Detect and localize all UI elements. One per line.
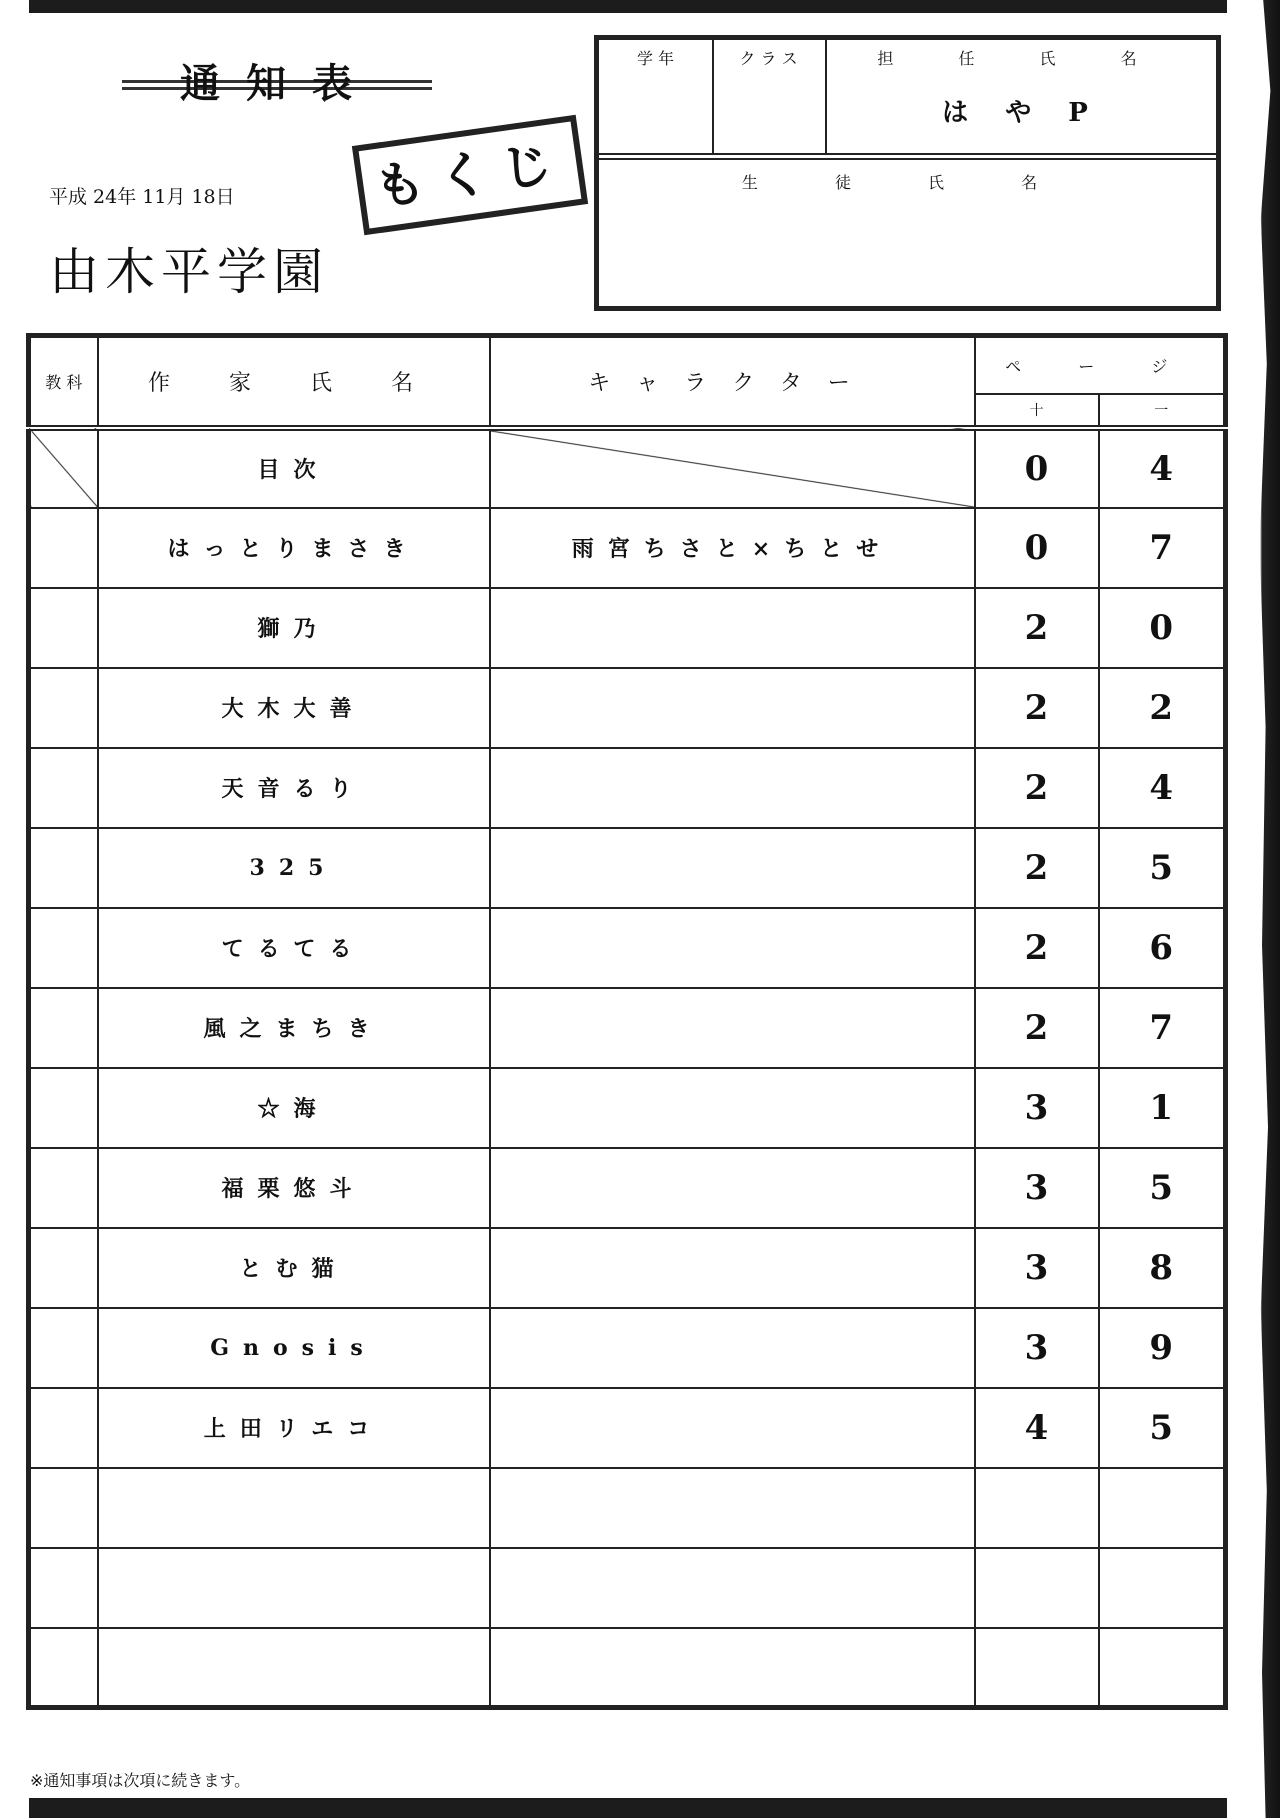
character-cell [490, 908, 975, 988]
class-label: ク ラ ス [739, 49, 798, 68]
page-tens-cell: 3 [975, 1308, 1099, 1388]
page-ones-cell: 6 [1099, 908, 1226, 988]
author-cell: はっとりまさき [98, 508, 490, 588]
teacher-label: 担 任 氏 名 [877, 49, 1167, 68]
table-row [29, 1548, 1226, 1628]
character-cell [490, 1148, 975, 1228]
subject-cell [29, 1468, 98, 1548]
table-row [29, 748, 1226, 828]
page-tens-cell: 2 [975, 748, 1099, 828]
page-ones-cell: 8 [1099, 1228, 1226, 1308]
author-cell: ☆海 [98, 1068, 490, 1148]
author-cell: 大木大善 [98, 668, 490, 748]
page-tens-cell: 3 [975, 1228, 1099, 1308]
table-row [29, 1228, 1226, 1308]
table-row [29, 828, 1226, 908]
top-bar [29, 0, 1227, 13]
page-tens-cell: 3 [975, 1068, 1099, 1148]
ones-header: 一 [1099, 394, 1226, 428]
character-cell [490, 668, 975, 748]
subject-cell [29, 1308, 98, 1388]
table-row [29, 988, 1226, 1068]
character-cell [490, 1468, 975, 1548]
page-ones-cell [1099, 1628, 1226, 1708]
subject-header: 教 科 [29, 336, 98, 428]
character-cell [490, 588, 975, 668]
character-cell [490, 1228, 975, 1308]
page-ones-cell: 5 [1099, 1388, 1226, 1468]
subject-cell [29, 1628, 98, 1708]
subject-cell [29, 428, 98, 508]
grade-label: 学 年 [636, 49, 675, 68]
page-ones-cell: 9 [1099, 1308, 1226, 1388]
page-ones-cell: 2 [1099, 668, 1226, 748]
page-tens-cell: 2 [975, 908, 1099, 988]
author-cell [98, 1548, 490, 1628]
page-tens-cell: 3 [975, 1148, 1099, 1228]
character-cell [490, 748, 975, 828]
page-header: ペ ー ジ [975, 336, 1226, 394]
subject-cell [29, 828, 98, 908]
student-label: 生 徒 氏 名 [741, 173, 1074, 192]
page-tens-cell: 2 [975, 588, 1099, 668]
character-cell: 雨宮ちさと×ちとせ [490, 508, 975, 588]
table-row [29, 1148, 1226, 1228]
bottom-bar [29, 1798, 1227, 1818]
author-cell: 325 [98, 828, 490, 908]
table-row [29, 1628, 1226, 1708]
table-row [29, 908, 1226, 988]
subject-cell [29, 748, 98, 828]
character-header: キャラクター [490, 336, 975, 428]
page-tens-cell [975, 1468, 1099, 1548]
subject-cell [29, 1388, 98, 1468]
table-row [29, 1068, 1226, 1148]
subject-cell [29, 668, 98, 748]
table-row [29, 1468, 1226, 1548]
page-ones-cell: 4 [1099, 428, 1226, 508]
table-row [29, 1388, 1226, 1468]
table-row [29, 588, 1226, 668]
author-cell [98, 1628, 490, 1708]
tens-header: 十 [975, 394, 1099, 428]
author-cell [98, 1468, 490, 1548]
page-ones-cell [1099, 1548, 1226, 1628]
author-cell: 目次 [98, 428, 490, 508]
author-cell: 福栗悠斗 [98, 1148, 490, 1228]
character-cell [490, 1628, 975, 1708]
teacher-name: は や P [942, 98, 1102, 128]
subject-cell [29, 988, 98, 1068]
page-tens-cell: 0 [975, 508, 1099, 588]
subject-cell [29, 508, 98, 588]
subject-cell [29, 1148, 98, 1228]
page-ones-cell: 1 [1099, 1068, 1226, 1148]
contents-table [26, 333, 1228, 1710]
page-tens-cell: 0 [975, 428, 1099, 508]
character-cell [490, 828, 975, 908]
author-header: 作 家 氏 名 [98, 336, 490, 428]
table-row [29, 428, 1226, 508]
page-ones-cell: 0 [1099, 588, 1226, 668]
footnote: ※通知事項は次項に続きます。 [30, 1771, 251, 1790]
subject-cell [29, 1548, 98, 1628]
character-cell [490, 988, 975, 1068]
info-box [594, 35, 1221, 311]
author-cell: 上田リエコ [98, 1388, 490, 1468]
page-tens-cell: 2 [975, 668, 1099, 748]
author-cell: 風之まちき [98, 988, 490, 1068]
date: 平成 24年 11月 18日 [49, 186, 235, 208]
subject-cell [29, 588, 98, 668]
character-cell [490, 1548, 975, 1628]
page-ones-cell: 5 [1099, 828, 1226, 908]
page-tens-cell: 2 [975, 828, 1099, 908]
author-cell: 天音るり [98, 748, 490, 828]
page-tens-cell: 4 [975, 1388, 1099, 1468]
subject-cell [29, 1228, 98, 1308]
page-tens-cell: 2 [975, 988, 1099, 1068]
character-cell [490, 1388, 975, 1468]
page-ones-cell: 7 [1099, 988, 1226, 1068]
author-cell: Gnosis [98, 1308, 490, 1388]
contents-stamp: もくじ [352, 115, 588, 236]
character-cell [490, 1068, 975, 1148]
subject-cell [29, 908, 98, 988]
separator [599, 153, 1216, 160]
subject-cell [29, 1068, 98, 1148]
page-ones-cell: 7 [1099, 508, 1226, 588]
page-tens-cell [975, 1628, 1099, 1708]
school-name: 由木平学園 [49, 243, 329, 301]
page-ones-cell: 4 [1099, 748, 1226, 828]
table-row [29, 1308, 1226, 1388]
crossed-out-title: 通知表 [180, 60, 378, 107]
page-ones-cell: 5 [1099, 1148, 1226, 1228]
author-cell: てるてる [98, 908, 490, 988]
table-row [29, 668, 1226, 748]
page-tens-cell [975, 1548, 1099, 1628]
torn-page-edge [1256, 0, 1280, 1818]
character-cell [490, 1308, 975, 1388]
page-ones-cell [1099, 1468, 1226, 1548]
author-cell: 獅乃 [98, 588, 490, 668]
character-cell [490, 428, 975, 508]
author-cell: とむ猫 [98, 1228, 490, 1308]
table-row [29, 508, 1226, 588]
